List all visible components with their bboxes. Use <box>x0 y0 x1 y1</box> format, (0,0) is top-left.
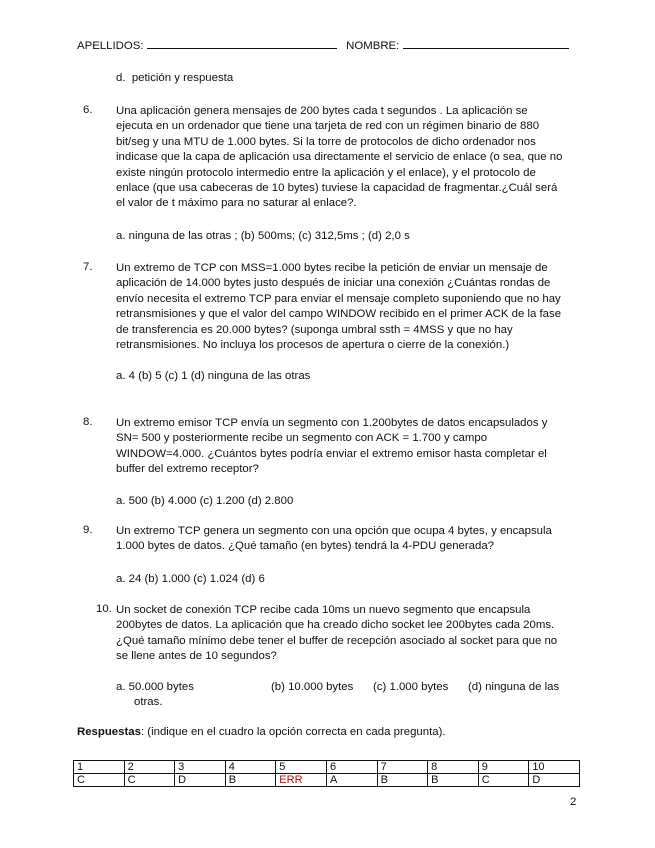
answer-cell[interactable]: D <box>529 774 580 787</box>
answer-number: 3 <box>175 761 226 774</box>
question-options: a. 24 (b) 1.000 (c) 1.024 (d) 6 <box>116 573 265 585</box>
surname-label: APELLIDOS: <box>77 40 144 52</box>
answer-number: 6 <box>327 761 378 774</box>
question-text: Un socket de conexión TCP recibe cada 10ms un nuevo segmento que encapsula 200bytes de datos. La aplicación que ha creado dicho socket lee 200bytes cada 20ms. ¿Qué tamaño mínimo debe tener el buffer de recepción asociado al socket para que no se llene antes de 10 segundos? <box>116 604 558 663</box>
question-number: 8. <box>83 416 93 428</box>
answer-number: 5 <box>276 761 327 774</box>
prev-option: d. petición y respuesta <box>116 72 234 84</box>
page-header <box>77 38 569 52</box>
question-options: a. 500 (b) 4.000 (c) 1.200 (d) 2.800 <box>116 495 294 507</box>
answer-cell[interactable]: C <box>124 774 175 787</box>
q10-option-a: a. 50.000 bytes <box>116 681 194 693</box>
question-options: a. 4 (b) 5 (c) 1 (d) ninguna de las otras <box>116 370 311 382</box>
q10-option-c: (c) 1.000 bytes <box>373 681 449 693</box>
answer-number: 10 <box>529 761 580 774</box>
answers-title: Respuestas: (indique en el cuadro la opción correcta en cada pregunta). <box>77 726 446 738</box>
name-blank <box>403 38 569 49</box>
answer-cell[interactable]: B <box>428 774 479 787</box>
question-number: 10. <box>96 603 112 615</box>
answer-cell[interactable]: D <box>175 774 226 787</box>
question-text: Un extremo TCP genera un segmento con una opción que ocupa 4 bytes, y encapsula 1.000 bytes de datos. ¿Qué tamaño (en bytes) tendrá la 4-PDU generada? <box>116 525 552 553</box>
answer-cell[interactable]: C <box>478 774 529 787</box>
answers-table <box>73 760 580 787</box>
surname-blank <box>147 38 337 49</box>
answer-number: 2 <box>124 761 175 774</box>
answer-cell[interactable]: B <box>377 774 428 787</box>
answers-value-row <box>74 774 580 787</box>
question-number: 7. <box>83 261 93 273</box>
question-text: Un extremo emisor TCP envía un segmento con 1.200bytes de datos encapsulados y SN= 500 y posteriormente recibe un segmento con ACK = 1.700 y campo WINDOW=4.000. ¿Cuántos bytes podría enviar el extremo emisor hasta completar el buffer del extremo receptor? <box>116 417 548 476</box>
question-number: 9. <box>83 524 93 536</box>
q10-option-d-cont: otras. <box>134 696 163 708</box>
answer-number: 1 <box>74 761 125 774</box>
question-text: Un extremo de TCP con MSS=1.000 bytes recibe la petición de enviar un mensaje de aplicación de 14.000 bytes justo después de iniciar una conexión ¿Cuántas rondas de envío necesita el extremo TCP para enviar el mensaje completo suponiendo que no hay retransmisiones y que el valor del campo WINDOW recibido en el primer ACK de la fase de transferencia es 20.000 bytes? (suponga umbral ssth = 4MSS y que no hay retransmisiones. No incluya los procesos de apertura o cierre de la conexión.) <box>116 262 562 352</box>
page-number: 2 <box>570 796 577 808</box>
answer-number: 9 <box>478 761 529 774</box>
answer-number: 4 <box>225 761 276 774</box>
answer-cell[interactable]: B <box>225 774 276 787</box>
answer-cell-error[interactable]: ERR <box>276 774 327 787</box>
answer-number: 8 <box>428 761 479 774</box>
question-number: 6. <box>83 104 93 116</box>
question-options: a. ninguna de las otras ; (b) 500ms; (c) 312,5ms ; (d) 2,0 s <box>116 230 410 242</box>
answer-cell[interactable]: A <box>327 774 378 787</box>
q10-option-d: (d) ninguna de las <box>468 681 560 693</box>
answer-number: 7 <box>377 761 428 774</box>
question-text: Una aplicación genera mensajes de 200 bytes cada t segundos . La aplicación se ejecuta en un ordenador que tiene una tarjeta de red con un régimen binario de 880 bit/seg y una MTU de 1.000 bytes. Si la torre de protocolos de dicho ordenador nos indicase que la capa de aplicación usa directamente el servicio de enlace (o sea, que no existe ningún protocolo intermedio entre la aplicación y el enlace), y el protocolo de enlace (que usa cabeceras de 10 bytes) tuviese la capacidad de fragmentar.¿Cuál será el valor de t máximo para no saturar al enlace?. <box>116 105 563 210</box>
answers-header-row <box>74 761 580 774</box>
q10-option-b: (b) 10.000 bytes <box>271 681 354 693</box>
name-label: NOMBRE: <box>346 40 400 52</box>
answer-cell[interactable]: C <box>74 774 125 787</box>
